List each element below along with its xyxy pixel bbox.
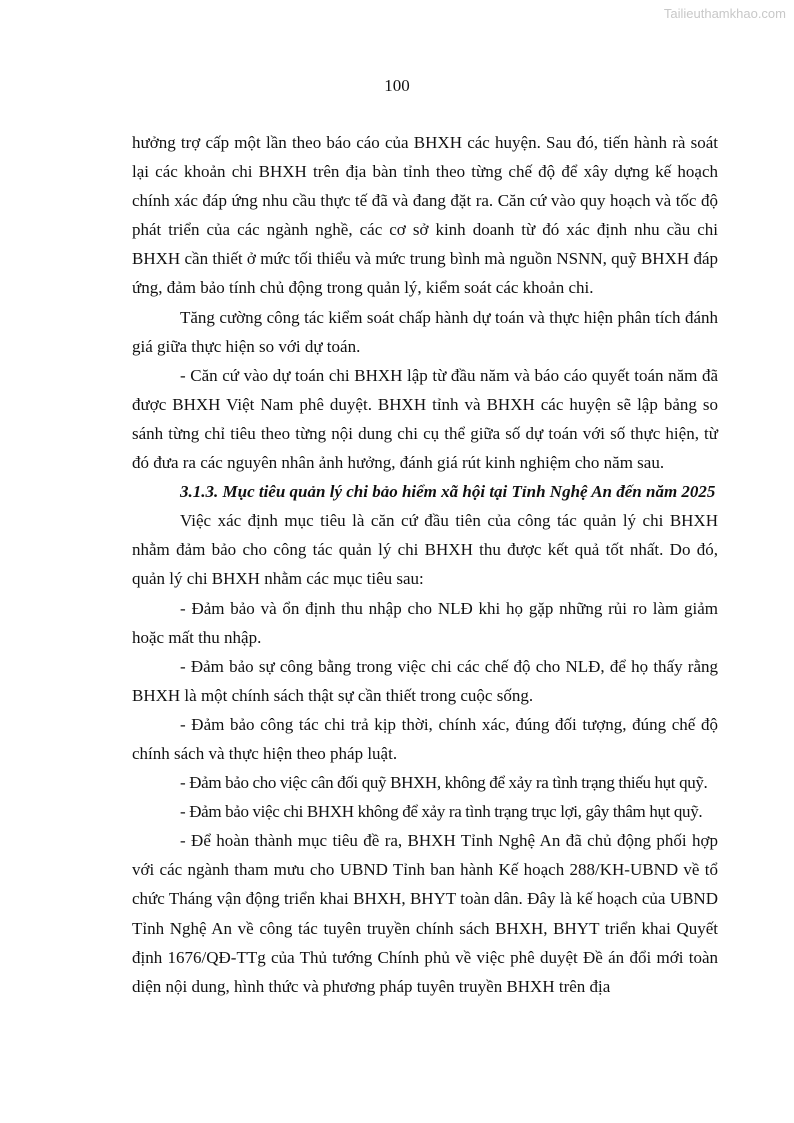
section-heading: 3.1.3. Mục tiêu quản lý chi bảo hiểm xã hội tại Tỉnh Nghệ An đến năm 2025 xyxy=(180,482,716,502)
paragraph: hưởng trợ cấp một lần theo báo cáo của BHXH các huyện. Sau đó, tiến hành rà soát lại các khoản chi BHXH trên địa bàn tỉnh theo từng chế độ để xây dựng kế hoạch chính xác đáp ứng nhu cầu thực tế đã và đang đặt ra. Căn cứ vào quy hoạch và tốc độ phát triển của các ngành nghề, các cơ sở kinh doanh từ đó xác định nhu cầu chi BHXH cần thiết ở mức tối thiểu và mức trung bình mà nguồn NSNN, quỹ BHXH đáp ứng, đảm bảo tính chủ động trong quản lý, kiểm soát các khoản chi. xyxy=(132,133,718,298)
bullet-item: - Đảm bảo việc chi BHXH không để xảy ra tình trạng trục lợi, gây thâm hụt quỹ. xyxy=(180,802,703,822)
bullet-item: - Đảm bảo công tác chi trả kịp thời, chính xác, đúng đối tượng, đúng chế độ chính sách và thực hiện theo pháp luật. xyxy=(132,714,718,763)
watermark: Tailieuthamkhao.com xyxy=(663,6,786,21)
bullet-item: - Đảm bảo sự công bằng trong việc chi các chế độ cho NLĐ, để họ thấy rằng BHXH là một chính sách thật sự cần thiết trong cuộc sống. xyxy=(132,656,718,705)
paragraph: Tăng cường công tác kiểm soát chấp hành dự toán và thực hiện phân tích đánh giá giữa thực hiện so với dự toán. xyxy=(132,307,718,356)
paragraph: - Căn cứ vào dự toán chi BHXH lập từ đầu năm và báo cáo quyết toán năm đã được BHXH Việt Nam phê duyệt. BHXH tỉnh và BHXH các huyện sẽ lập bảng so sánh từng chỉ tiêu theo từng nội dung chi cụ thể giữa số dự toán với số thực hiện, từ đó đưa ra các nguyên nhân ảnh hưởng, đánh giá rút kinh nghiệm cho năm sau. xyxy=(132,365,718,473)
bullet-item: - Để hoàn thành mục tiêu đề ra, BHXH Tỉnh Nghệ An đã chủ động phối hợp với các ngành tham mưu cho UBND Tỉnh ban hành Kế hoạch 288/KH-UBND về tổ chức Tháng vận động triển khai BHXH, BHYT toàn dân. Đây là kế hoạch của UBND Tỉnh Nghệ An về công tác tuyên truyền chính sách BHXH, BHYT triển khai Quyết định 1676/QĐ-TTg của Thủ tướng Chính phủ về việc phê duyệt Đề án đổi mới toàn diện nội dung, hình thức và phương pháp tuyên truyền BHXH trên địa xyxy=(132,831,718,996)
paragraph: Việc xác định mục tiêu là căn cứ đầu tiên của công tác quản lý chi BHXH nhằm đảm bảo cho công tác quản lý chi BHXH thu được kết quả tốt nhất. Do đó, quản lý chi BHXH nhằm các mục tiêu sau: xyxy=(132,511,718,589)
document-body xyxy=(132,128,718,1001)
page-number: 100 xyxy=(384,76,410,95)
bullet-item: - Đảm bảo cho việc cân đối quỹ BHXH, không để xảy ra tình trạng thiếu hụt quỹ. xyxy=(180,773,708,793)
bullet-item: - Đảm bảo và ổn định thu nhập cho NLĐ khi họ gặp những rủi ro làm giảm hoặc mất thu nhập. xyxy=(132,598,718,647)
